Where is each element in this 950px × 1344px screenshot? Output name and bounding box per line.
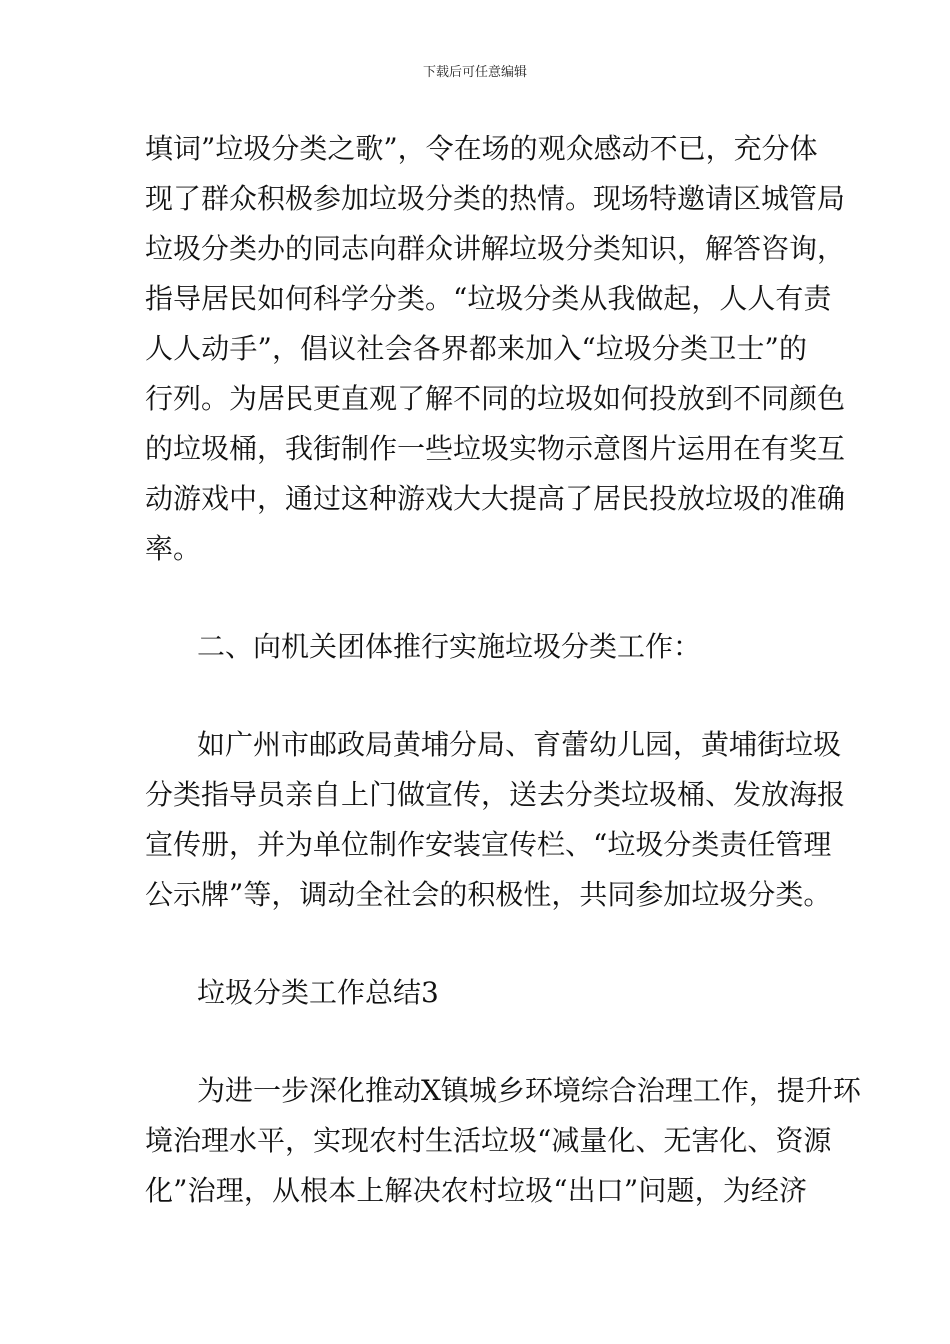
text-line: 垃圾分类办的同志向群众讲解垃圾分类知识，解答咨询， bbox=[145, 232, 846, 265]
paragraph-town-governance bbox=[145, 1066, 861, 1216]
paragraph-government-units bbox=[145, 720, 846, 920]
text-line: 分类指导员亲自上门做宣传，送去分类垃圾桶、发放海报 bbox=[145, 778, 846, 811]
text-line: 公示牌”等，调动全社会的积极性，共同参加垃圾分类。 bbox=[145, 878, 832, 911]
section-heading-two bbox=[145, 622, 807, 672]
text-line: 动游戏中，通过这种游戏大大提高了居民投放垃圾的准确 bbox=[145, 482, 846, 515]
paragraph-gap bbox=[145, 1018, 807, 1066]
paragraph-gap bbox=[145, 574, 807, 622]
text-line: 如广州市邮政局黄埔分局、育蕾幼儿园，黄埔街垃圾 bbox=[197, 728, 842, 761]
text-line: 现了群众积极参加垃圾分类的热情。现场特邀请区城管局 bbox=[145, 182, 846, 215]
text-line: 指导居民如何科学分类。“垃圾分类从我做起，人人有责 bbox=[145, 282, 832, 315]
text-line: 境治理水平，实现农村生活垃圾“减量化、无害化、资源 bbox=[145, 1124, 832, 1157]
text-line: 行列。为居民更直观了解不同的垃圾如何投放到不同颜色 bbox=[145, 382, 846, 415]
page-header: 下载后可任意编辑 bbox=[422, 65, 527, 80]
text-line: 率。 bbox=[145, 532, 202, 565]
text-line: 填词”垃圾分类之歌”，令在场的观众感动不已，充分体 bbox=[145, 132, 818, 165]
text-line: 为进一步深化推动X镇城乡环境综合治理工作，提升环 bbox=[197, 1074, 861, 1107]
text-line: 的垃圾桶，我街制作一些垃圾实物示意图片运用在有奖互 bbox=[145, 432, 846, 465]
document-body bbox=[145, 124, 861, 1216]
summary-title bbox=[145, 968, 807, 1018]
section-heading-text: 二、向机关团体推行实施垃圾分类工作： bbox=[197, 630, 702, 663]
text-line: 人人动手”，倡议社会各界都来加入“垃圾分类卫士”的 bbox=[145, 332, 807, 365]
paragraph-activity-description bbox=[145, 124, 846, 574]
paragraph-gap bbox=[145, 920, 807, 968]
text-line: 宣传册，并为单位制作安装宣传栏、“垃圾分类责任管理 bbox=[145, 828, 832, 861]
paragraph-gap bbox=[145, 672, 807, 720]
summary-title-text: 垃圾分类工作总结3 bbox=[197, 976, 439, 1009]
text-line: 化”治理，从根本上解决农村垃圾“出口”问题，为经济 bbox=[145, 1174, 807, 1207]
